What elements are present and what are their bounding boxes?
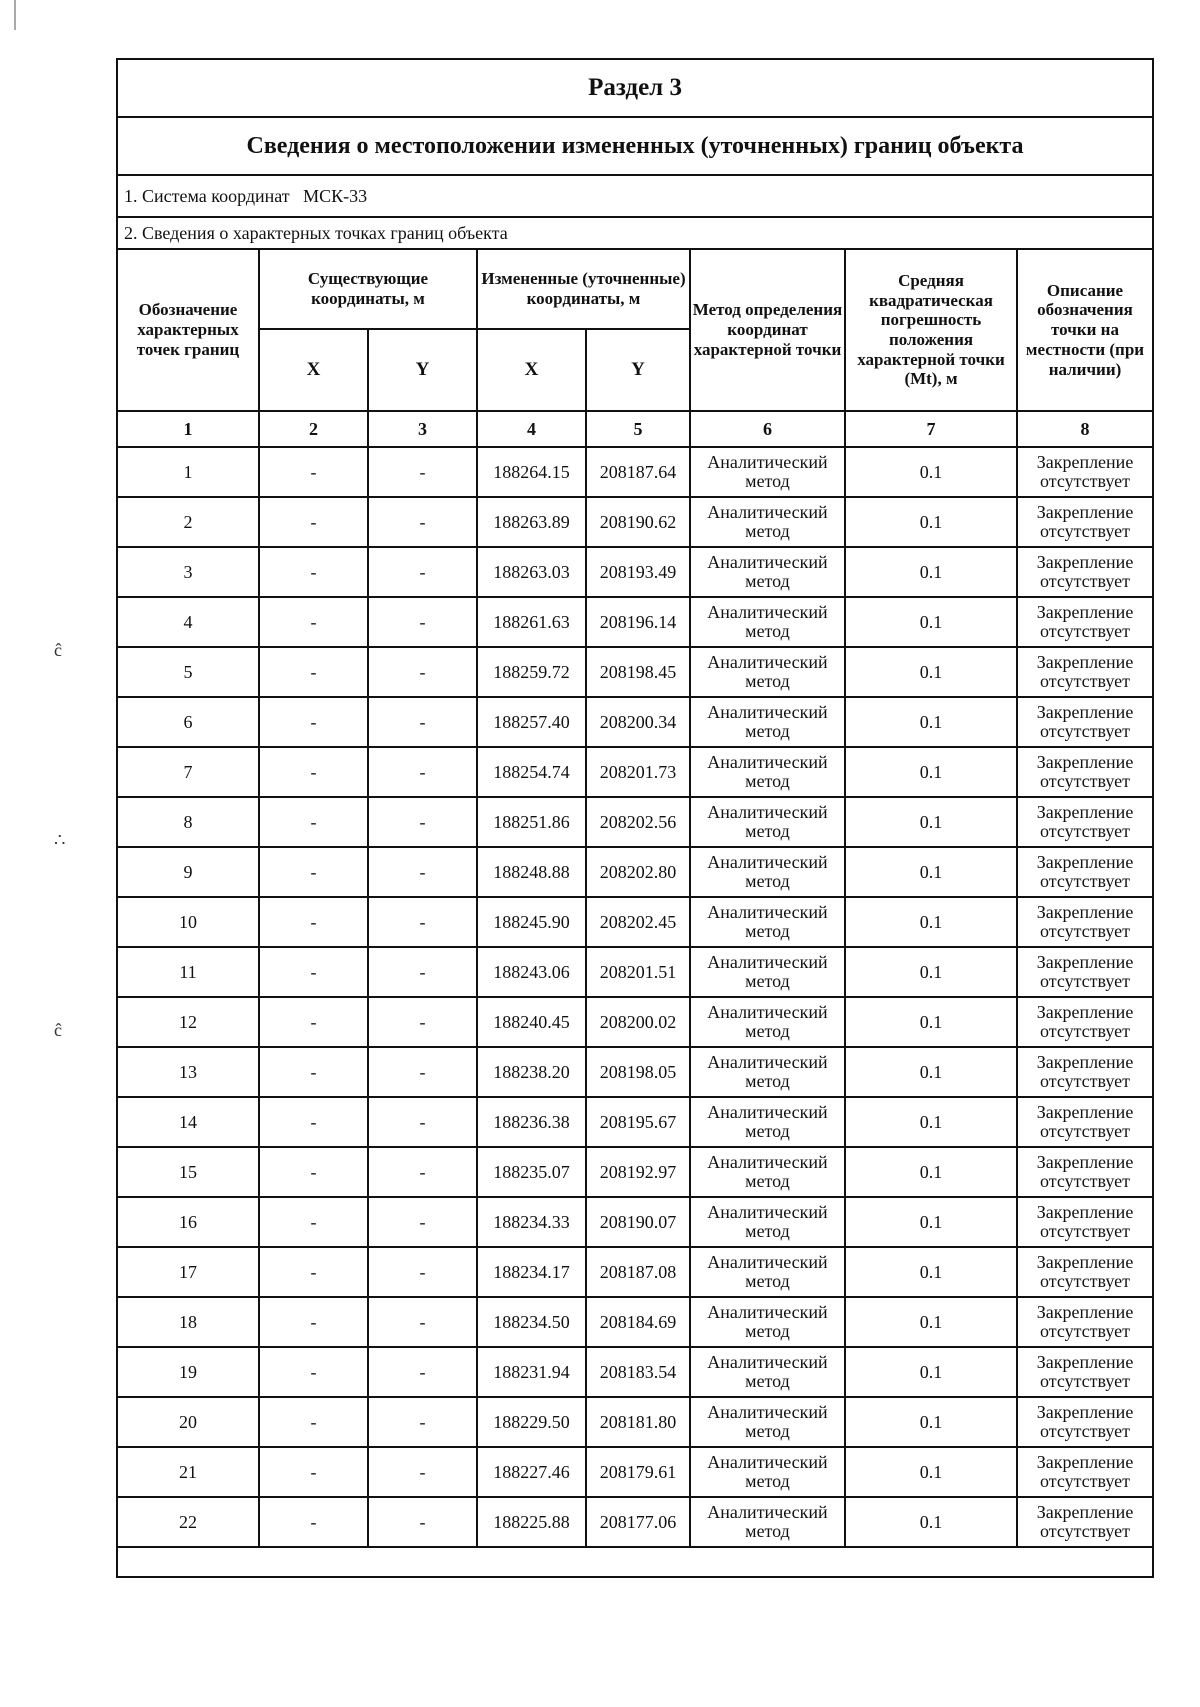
point-description: Закрепление отсутствует (1017, 1347, 1153, 1397)
existing-y: - (368, 1047, 477, 1097)
method: Аналитический метод (690, 1447, 845, 1497)
table-row (117, 1197, 1153, 1247)
point-number: 13 (117, 1047, 259, 1097)
existing-x: - (259, 647, 368, 697)
method: Аналитический метод (690, 697, 845, 747)
table-row (117, 1447, 1153, 1497)
existing-x: - (259, 997, 368, 1047)
point-number: 5 (117, 647, 259, 697)
method: Аналитический метод (690, 747, 845, 797)
column-number: 8 (1017, 411, 1153, 447)
changed-y: 208198.45 (586, 647, 690, 697)
point-number: 7 (117, 747, 259, 797)
existing-x: - (259, 897, 368, 947)
changed-y: 208198.05 (586, 1047, 690, 1097)
column-number: 5 (586, 411, 690, 447)
existing-x: - (259, 1397, 368, 1447)
header-existing-y: Y (368, 329, 477, 411)
error-mt: 0.1 (845, 597, 1017, 647)
existing-x: - (259, 1297, 368, 1347)
point-number: 20 (117, 1397, 259, 1447)
changed-y: 208184.69 (586, 1297, 690, 1347)
existing-x: - (259, 1047, 368, 1097)
method: Аналитический метод (690, 447, 845, 497)
point-description: Закрепление отсутствует (1017, 897, 1153, 947)
method: Аналитический метод (690, 1497, 845, 1547)
changed-y: 208179.61 (586, 1447, 690, 1497)
existing-y: - (368, 1497, 477, 1547)
error-mt: 0.1 (845, 697, 1017, 747)
error-mt: 0.1 (845, 497, 1017, 547)
changed-y: 208202.80 (586, 847, 690, 897)
changed-y: 208193.49 (586, 547, 690, 597)
point-number: 6 (117, 697, 259, 747)
point-number: 16 (117, 1197, 259, 1247)
existing-x: - (259, 1247, 368, 1297)
point-number: 3 (117, 547, 259, 597)
changed-x: 188227.46 (477, 1447, 586, 1497)
table-row (117, 747, 1153, 797)
header-description: Описание обозначения точки на местности (при наличии) (1017, 249, 1153, 411)
point-description: Закрепление отсутствует (1017, 497, 1153, 547)
table-footer-cell (117, 1547, 1153, 1577)
changed-x: 188231.94 (477, 1347, 586, 1397)
point-description: Закрепление отсутствует (1017, 647, 1153, 697)
changed-x: 188235.07 (477, 1147, 586, 1197)
point-number: 19 (117, 1347, 259, 1397)
header-existing-coordinates: Существующие координаты, м (259, 249, 477, 329)
table-row (117, 647, 1153, 697)
table-footer-row (117, 1547, 1153, 1577)
point-description: Закрепление отсутствует (1017, 1447, 1153, 1497)
document-subtitle: Сведения о местоположении измененных (уточненных) границ объекта (117, 117, 1153, 175)
header-changed-x: X (477, 329, 586, 411)
table-row (117, 597, 1153, 647)
changed-y: 208202.56 (586, 797, 690, 847)
section-title: Раздел 3 (117, 59, 1153, 117)
point-description: Закрепление отсутствует (1017, 1497, 1153, 1547)
method: Аналитический метод (690, 847, 845, 897)
existing-x: - (259, 497, 368, 547)
table-row (117, 847, 1153, 897)
existing-x: - (259, 597, 368, 647)
column-numbers-row (117, 411, 1153, 447)
table-row (117, 1047, 1153, 1097)
point-description: Закрепление отсутствует (1017, 997, 1153, 1047)
point-description: Закрепление отсутствует (1017, 747, 1153, 797)
existing-x: - (259, 1097, 368, 1147)
error-mt: 0.1 (845, 847, 1017, 897)
existing-x: - (259, 1447, 368, 1497)
table-row (117, 1497, 1153, 1547)
point-number: 11 (117, 947, 259, 997)
table-row (117, 1297, 1153, 1347)
table-row (117, 1397, 1153, 1447)
point-number: 12 (117, 997, 259, 1047)
table-row (117, 797, 1153, 847)
point-number: 8 (117, 797, 259, 847)
error-mt: 0.1 (845, 947, 1017, 997)
changed-x: 188225.88 (477, 1497, 586, 1547)
changed-y: 208202.45 (586, 897, 690, 947)
existing-x: - (259, 697, 368, 747)
point-number: 14 (117, 1097, 259, 1147)
method: Аналитический метод (690, 797, 845, 847)
existing-y: - (368, 647, 477, 697)
table-row (117, 497, 1153, 547)
existing-y: - (368, 1397, 477, 1447)
table-row (117, 1347, 1153, 1397)
table-row (117, 447, 1153, 497)
point-description: Закрепление отсутствует (1017, 547, 1153, 597)
point-number: 10 (117, 897, 259, 947)
changed-x: 188234.33 (477, 1197, 586, 1247)
method: Аналитический метод (690, 1047, 845, 1097)
point-number: 1 (117, 447, 259, 497)
changed-y: 208181.80 (586, 1397, 690, 1447)
changed-x: 188245.90 (477, 897, 586, 947)
existing-x: - (259, 797, 368, 847)
changed-y: 208183.54 (586, 1347, 690, 1397)
existing-y: - (368, 1297, 477, 1347)
error-mt: 0.1 (845, 1397, 1017, 1447)
existing-y: - (368, 497, 477, 547)
changed-y: 208200.02 (586, 997, 690, 1047)
changed-y: 208196.14 (586, 597, 690, 647)
point-number: 18 (117, 1297, 259, 1347)
method: Аналитический метод (690, 497, 845, 547)
changed-x: 188243.06 (477, 947, 586, 997)
point-description: Закрепление отсутствует (1017, 1297, 1153, 1347)
error-mt: 0.1 (845, 547, 1017, 597)
scan-artifact-mark: ĉ (54, 640, 62, 660)
existing-y: - (368, 1347, 477, 1397)
point-number: 22 (117, 1497, 259, 1547)
existing-y: - (368, 847, 477, 897)
error-mt: 0.1 (845, 747, 1017, 797)
existing-x: - (259, 447, 368, 497)
existing-x: - (259, 1197, 368, 1247)
method: Аналитический метод (690, 897, 845, 947)
point-description: Закрепление отсутствует (1017, 947, 1153, 997)
error-mt: 0.1 (845, 897, 1017, 947)
table-row (117, 697, 1153, 747)
existing-x: - (259, 1497, 368, 1547)
point-description: Закрепление отсутствует (1017, 847, 1153, 897)
points-heading: 2. Сведения о характерных точках границ объекта (117, 217, 1153, 249)
changed-y: 208187.64 (586, 447, 690, 497)
column-number: 1 (117, 411, 259, 447)
changed-x: 188234.50 (477, 1297, 586, 1347)
error-mt: 0.1 (845, 1147, 1017, 1197)
changed-x: 188264.15 (477, 447, 586, 497)
method: Аналитический метод (690, 1097, 845, 1147)
existing-x: - (259, 847, 368, 897)
column-number: 2 (259, 411, 368, 447)
point-description: Закрепление отсутствует (1017, 1147, 1153, 1197)
error-mt: 0.1 (845, 1047, 1017, 1097)
method: Аналитический метод (690, 597, 845, 647)
table-row (117, 997, 1153, 1047)
error-mt: 0.1 (845, 1097, 1017, 1147)
changed-x: 188229.50 (477, 1397, 586, 1447)
changed-y: 208187.08 (586, 1247, 690, 1297)
existing-y: - (368, 447, 477, 497)
point-number: 17 (117, 1247, 259, 1297)
existing-y: - (368, 1197, 477, 1247)
table-row (117, 547, 1153, 597)
point-description: Закрепление отсутствует (1017, 597, 1153, 647)
header-error: Средняя квадратическая погрешность положения характерной точки (Mt), м (845, 249, 1017, 411)
scan-edge-mark (14, 0, 16, 30)
point-description: Закрепление отсутствует (1017, 1397, 1153, 1447)
point-description: Закрепление отсутствует (1017, 697, 1153, 747)
existing-y: - (368, 1097, 477, 1147)
method: Аналитический метод (690, 1297, 845, 1347)
method: Аналитический метод (690, 1247, 845, 1297)
changed-y: 208195.67 (586, 1097, 690, 1147)
column-number: 7 (845, 411, 1017, 447)
changed-y: 208190.07 (586, 1197, 690, 1247)
error-mt: 0.1 (845, 647, 1017, 697)
changed-x: 188238.20 (477, 1047, 586, 1097)
error-mt: 0.1 (845, 1247, 1017, 1297)
existing-x: - (259, 747, 368, 797)
changed-x: 188254.74 (477, 747, 586, 797)
changed-y: 208201.73 (586, 747, 690, 797)
boundary-points-table (116, 58, 1154, 1578)
changed-x: 188259.72 (477, 647, 586, 697)
method: Аналитический метод (690, 647, 845, 697)
scan-artifact-mark: ĉ (54, 1020, 62, 1040)
existing-y: - (368, 697, 477, 747)
existing-y: - (368, 1147, 477, 1197)
changed-y: 208177.06 (586, 1497, 690, 1547)
error-mt: 0.1 (845, 797, 1017, 847)
header-designation: Обозначение характерных точек границ (117, 249, 259, 411)
coordinate-system-value: МСК-33 (303, 185, 368, 206)
point-number: 4 (117, 597, 259, 647)
header-changed-y: Y (586, 329, 690, 411)
point-description: Закрепление отсутствует (1017, 1247, 1153, 1297)
scan-artifact-mark: ∴ (54, 830, 66, 850)
existing-x: - (259, 1147, 368, 1197)
changed-x: 188240.45 (477, 997, 586, 1047)
existing-y: - (368, 897, 477, 947)
point-number: 2 (117, 497, 259, 547)
column-number: 3 (368, 411, 477, 447)
method: Аналитический метод (690, 1147, 845, 1197)
existing-x: - (259, 947, 368, 997)
header-changed-coordinates: Измененные (уточненные) координаты, м (477, 249, 690, 329)
existing-y: - (368, 1247, 477, 1297)
method: Аналитический метод (690, 997, 845, 1047)
existing-y: - (368, 797, 477, 847)
point-number: 21 (117, 1447, 259, 1497)
existing-y: - (368, 1447, 477, 1497)
error-mt: 0.1 (845, 997, 1017, 1047)
table-row (117, 1247, 1153, 1297)
method: Аналитический метод (690, 1347, 845, 1397)
changed-x: 188234.17 (477, 1247, 586, 1297)
error-mt: 0.1 (845, 1497, 1017, 1547)
existing-y: - (368, 747, 477, 797)
column-number: 4 (477, 411, 586, 447)
table-row (117, 1097, 1153, 1147)
existing-x: - (259, 1347, 368, 1397)
method: Аналитический метод (690, 547, 845, 597)
changed-x: 188248.88 (477, 847, 586, 897)
method: Аналитический метод (690, 947, 845, 997)
changed-y: 208201.51 (586, 947, 690, 997)
header-method: Метод определения координат характерной точки (690, 249, 845, 411)
point-description: Закрепление отсутствует (1017, 1047, 1153, 1097)
existing-y: - (368, 597, 477, 647)
error-mt: 0.1 (845, 1447, 1017, 1497)
header-existing-x: X (259, 329, 368, 411)
point-description: Закрепление отсутствует (1017, 1197, 1153, 1247)
changed-x: 188251.86 (477, 797, 586, 847)
point-number: 15 (117, 1147, 259, 1197)
point-description: Закрепление отсутствует (1017, 1097, 1153, 1147)
coordinate-system-line (117, 175, 1153, 217)
changed-x: 188263.03 (477, 547, 586, 597)
changed-x: 188261.63 (477, 597, 586, 647)
error-mt: 0.1 (845, 1347, 1017, 1397)
point-description: Закрепление отсутствует (1017, 797, 1153, 847)
error-mt: 0.1 (845, 1197, 1017, 1247)
column-number: 6 (690, 411, 845, 447)
changed-x: 188263.89 (477, 497, 586, 547)
table-row (117, 1147, 1153, 1197)
document-sheet (116, 58, 1152, 1578)
point-number: 9 (117, 847, 259, 897)
error-mt: 0.1 (845, 447, 1017, 497)
changed-y: 208200.34 (586, 697, 690, 747)
table-row (117, 947, 1153, 997)
changed-y: 208192.97 (586, 1147, 690, 1197)
point-description: Закрепление отсутствует (1017, 447, 1153, 497)
changed-x: 188236.38 (477, 1097, 586, 1147)
error-mt: 0.1 (845, 1297, 1017, 1347)
existing-y: - (368, 947, 477, 997)
coordinate-system-label: 1. Система координат (124, 185, 290, 206)
changed-y: 208190.62 (586, 497, 690, 547)
changed-x: 188257.40 (477, 697, 586, 747)
method: Аналитический метод (690, 1197, 845, 1247)
method: Аналитический метод (690, 1397, 845, 1447)
table-row (117, 897, 1153, 947)
existing-x: - (259, 547, 368, 597)
existing-y: - (368, 547, 477, 597)
existing-y: - (368, 997, 477, 1047)
table-body (117, 447, 1153, 1547)
